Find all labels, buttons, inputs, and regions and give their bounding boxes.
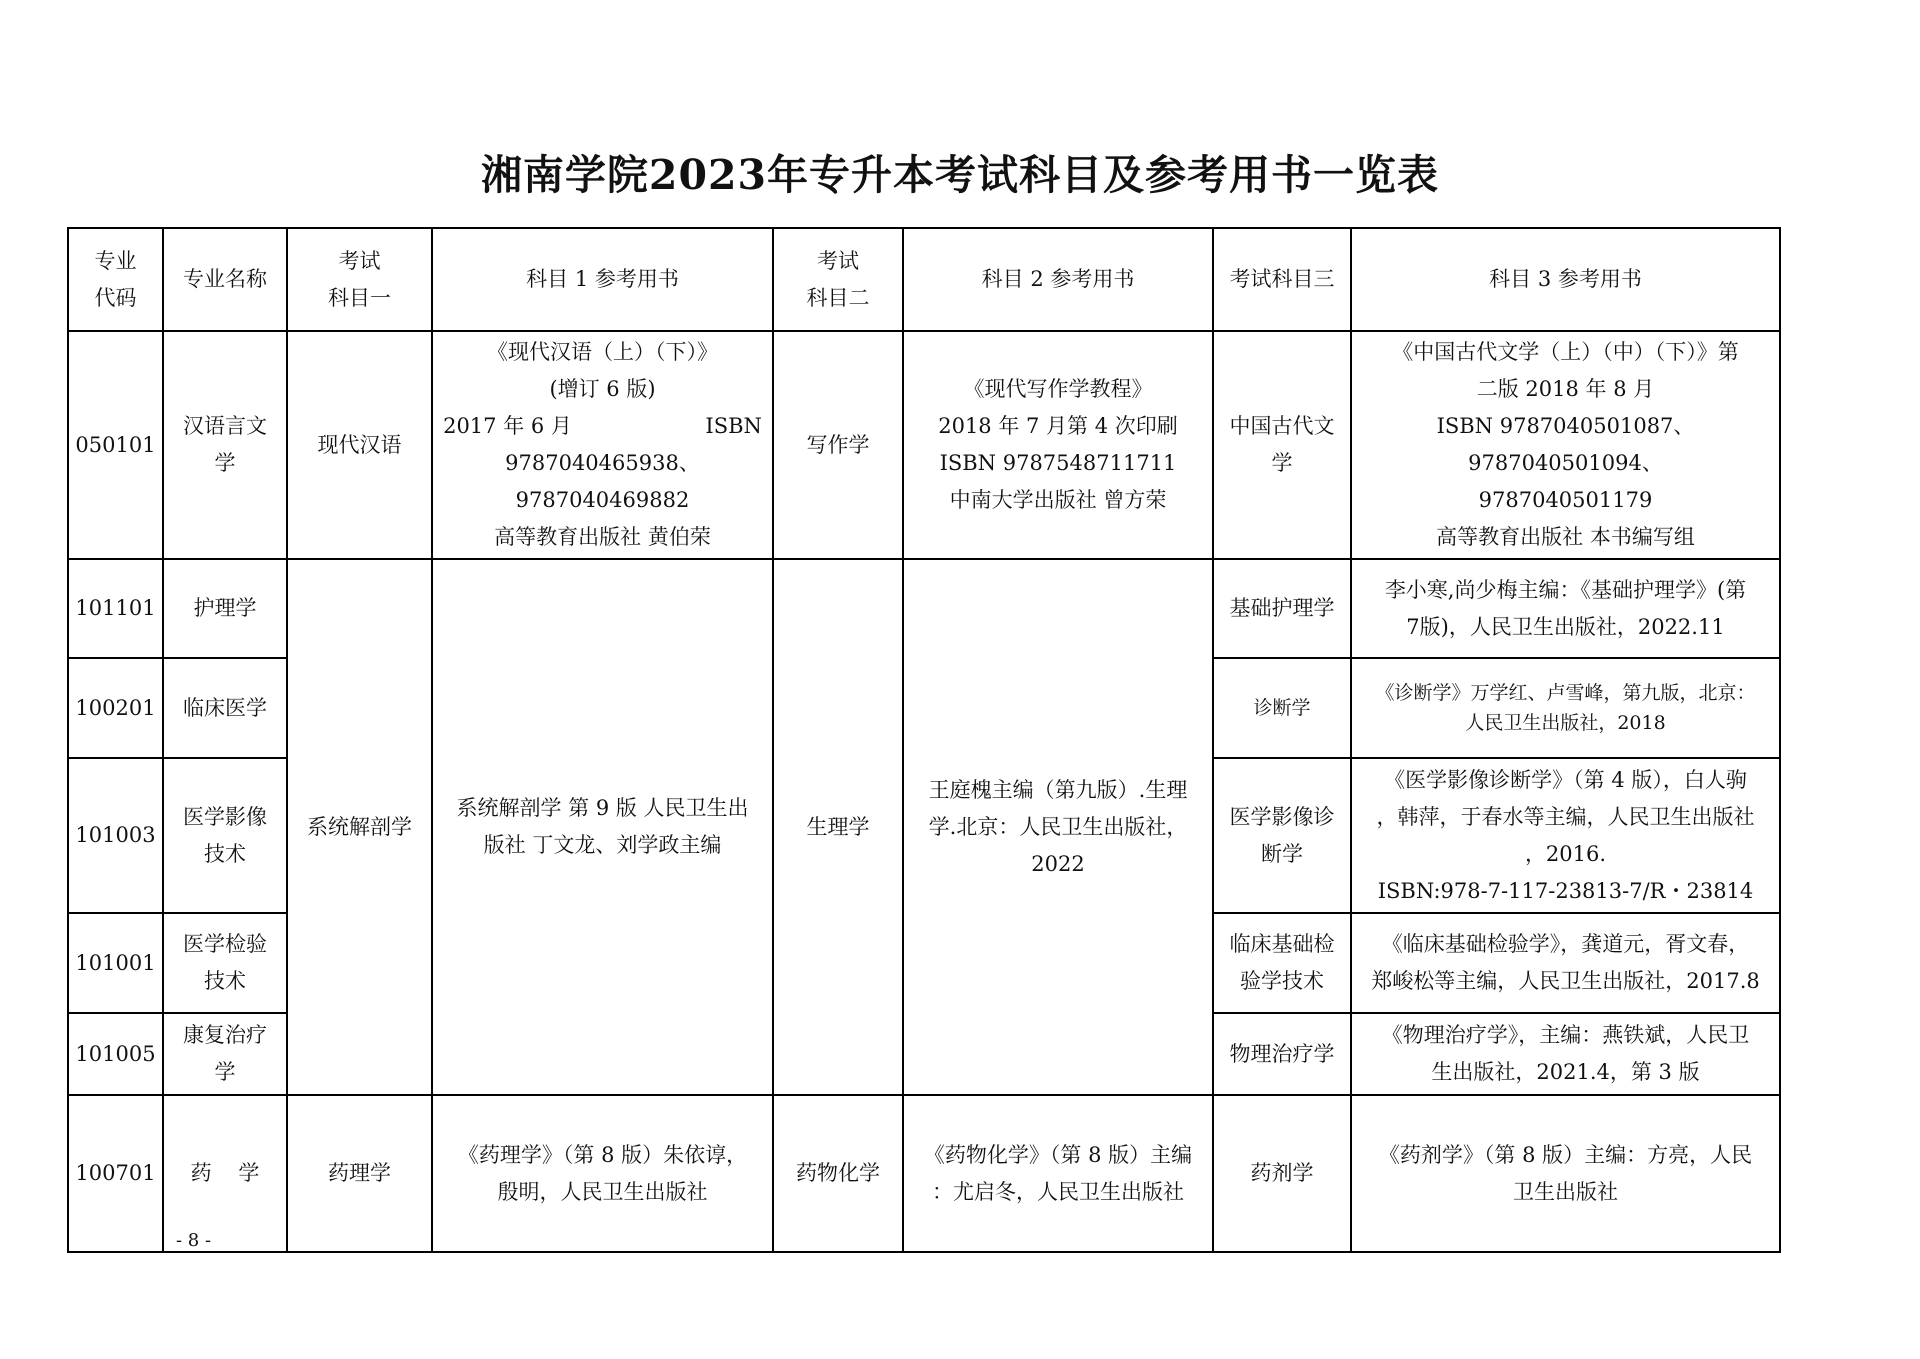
reference-book-3: 《中国古代文学（上）（中）（下）》第 二版 2018 年 8 月 ISBN 9787040501087、9787040501094、 9787040501179 高等教育出版社 本书编写组 <box>1351 331 1780 559</box>
major-code: 050101 <box>68 331 163 559</box>
reference-book-2: 《现代写作学教程》 2018 年 7 月第 4 次印刷 ISBN 9787548711711 中南大学出版社 曾方荣 <box>903 331 1213 559</box>
major-code: 101001 <box>68 913 163 1013</box>
exam-subject-1: 现代汉语 <box>287 331 432 559</box>
header-book3: 科目 3 参考用书 <box>1351 228 1780 331</box>
major-name: 康复治疗 学 <box>163 1013 287 1095</box>
header-subject2: 考试 科目二 <box>773 228 903 331</box>
reference-book-3: 《医学影像诊断学》（第 4 版），白人驹 ，韩萍，于春水等主编，人民卫生出版社 ，2016. ISBN:978-7-117-23813-7/R・23814 <box>1351 758 1780 913</box>
header-subject1: 考试 科目一 <box>287 228 432 331</box>
header-subject3: 考试科目三 <box>1213 228 1351 331</box>
major-name: 药 学 <box>163 1095 287 1252</box>
exam-subject-3: 药剂学 <box>1213 1095 1351 1252</box>
major-code: 101101 <box>68 559 163 658</box>
major-name: 医学检验 技术 <box>163 913 287 1013</box>
header-name: 专业名称 <box>163 228 287 331</box>
document-title: 湘南学院2023年专升本考试科目及参考用书一览表 <box>480 151 1440 199</box>
reference-book-3: 《诊断学》万学红、卢雪峰，第九版，北京： 人民卫生出版社，2018 <box>1351 658 1780 758</box>
exam-subject-3: 基础护理学 <box>1213 559 1351 658</box>
exam-subject-2: 写作学 <box>773 331 903 559</box>
major-name: 医学影像 技术 <box>163 758 287 913</box>
header-code: 专业 代码 <box>68 228 163 331</box>
reference-book-1: 系统解剖学 第 9 版 人民卫生出 版社 丁文龙、刘学政主编 <box>432 559 773 1095</box>
major-code: 100701 <box>68 1095 163 1252</box>
page-number: - 8 - <box>176 1230 212 1251</box>
table-row <box>68 1095 1780 1252</box>
table-row <box>68 331 1780 559</box>
major-code: 100201 <box>68 658 163 758</box>
major-name: 临床医学 <box>163 658 287 758</box>
major-name: 汉语言文 学 <box>163 331 287 559</box>
reference-book-3: 《物理治疗学》，主编：燕铁斌，人民卫 生出版社，2021.4，第 3 版 <box>1351 1013 1780 1095</box>
header-book2: 科目 2 参考用书 <box>903 228 1213 331</box>
major-code: 101005 <box>68 1013 163 1095</box>
major-code: 101003 <box>68 758 163 913</box>
exam-subject-3: 诊断学 <box>1213 658 1351 758</box>
table-row <box>68 559 1780 658</box>
exam-subject-3: 临床基础检 验学技术 <box>1213 913 1351 1013</box>
reference-book-3: 李小寒,尚少梅主编：《基础护理学》(第 7版)，人民卫生出版社，2022.11 <box>1351 559 1780 658</box>
exam-subjects-table <box>67 227 1781 1253</box>
reference-book-3: 《临床基础检验学》，龚道元，胥文春， 郑峻松等主编，人民卫生出版社，2017.8 <box>1351 913 1780 1013</box>
reference-book-2: 王庭槐主编（第九版）.生理 学.北京：人民卫生出版社， 2022 <box>903 559 1213 1095</box>
exam-subject-2: 药物化学 <box>773 1095 903 1252</box>
exam-subject-3: 物理治疗学 <box>1213 1013 1351 1095</box>
exam-subject-2: 生理学 <box>773 559 903 1095</box>
reference-book-3: 《药剂学》（第 8 版）主编：方亮，人民 卫生出版社 <box>1351 1095 1780 1252</box>
table-header-row <box>68 228 1780 331</box>
header-book1: 科目 1 参考用书 <box>432 228 773 331</box>
reference-book-2: 《药物化学》（第 8 版）主编 ：尤启冬，人民卫生出版社 <box>903 1095 1213 1252</box>
exam-subject-3: 医学影像诊 断学 <box>1213 758 1351 913</box>
exam-subject-1: 药理学 <box>287 1095 432 1252</box>
exam-subject-3: 中国古代文 学 <box>1213 331 1351 559</box>
exam-subject-1: 系统解剖学 <box>287 559 432 1095</box>
major-name: 护理学 <box>163 559 287 658</box>
reference-book-1: 《药理学》（第 8 版）朱依谆， 殷明，人民卫生出版社 <box>432 1095 773 1252</box>
reference-book-1: 《现代汉语（上）（下）》 (增订 6 版) 2017 年 6 月 ISBN 9787040465938、9787040469882 高等教育出版社 黄伯荣 <box>432 331 773 559</box>
